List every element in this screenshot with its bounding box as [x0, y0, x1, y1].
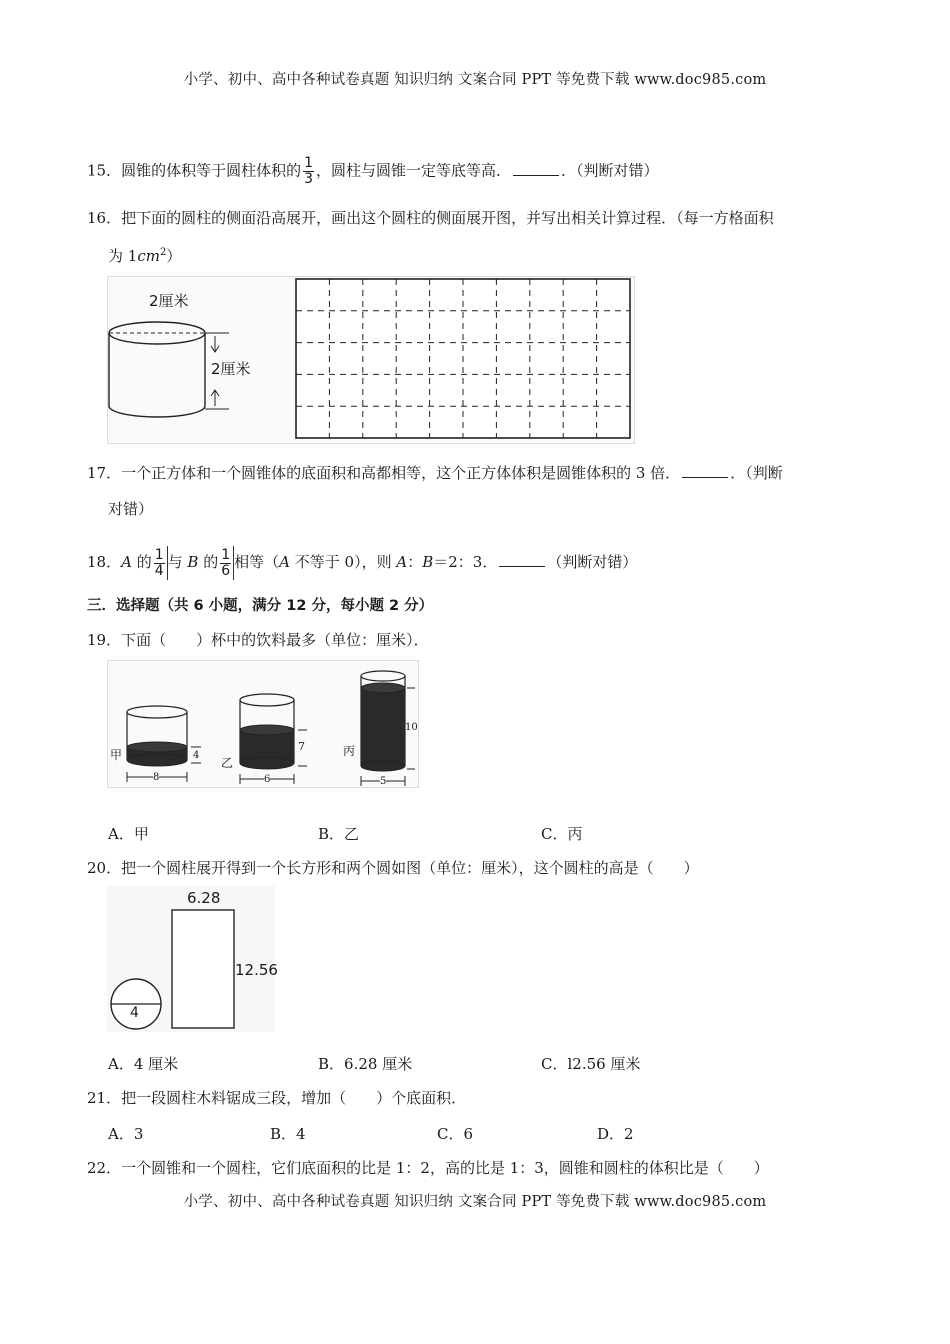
option-c[interactable]: C．丙 [541, 825, 583, 843]
option-c[interactable]: C．6 [437, 1125, 474, 1143]
option-b[interactable]: B．4 [270, 1125, 306, 1143]
question-text: 圆锥的体积等于圆柱体积的 [121, 161, 302, 180]
variable-a: A [279, 553, 291, 571]
cylinder-unfold-figure [107, 886, 278, 1032]
question-number: 18． [87, 553, 122, 571]
rect-height-label: 12.56 [235, 961, 278, 979]
fraction-one-quarter: $\frac{1}{4}$ [154, 546, 164, 579]
question-18 [87, 546, 637, 580]
question-number: 20． [87, 859, 122, 877]
fraction-one-sixth: $\frac{1}{6}$ [221, 546, 231, 579]
page-header: 小学、初中、高中各种试卷真题 知识归纳 文案合同 PPT 等免费下载 www.doc985.com [183, 72, 767, 88]
question-22 [87, 1157, 769, 1179]
question-text: 的 [198, 553, 219, 571]
question-text: ： [407, 553, 423, 571]
question-text: 把一个圆柱展开得到一个长方形和两个圆如图（单位：厘米），这个圆柱的高是（ ） [121, 859, 699, 877]
question-17 [87, 462, 783, 484]
cup-bing-height: 10 [405, 722, 418, 733]
variable-b: B [187, 553, 199, 571]
question-text: 把下面的圆柱的侧面沿高展开，画出这个圆柱的侧面展开图，并写出相关计算过程．（每一方格面积 [121, 209, 774, 227]
question-number: 16． [87, 209, 122, 227]
answer-blank[interactable] [499, 551, 545, 567]
cylinder-height-label: 2厘米 [211, 360, 251, 378]
option-a[interactable]: A．甲 [108, 825, 149, 843]
unit-exponent: 2 [159, 247, 167, 258]
cup-yi-diameter: 6 [264, 774, 271, 785]
question-text: 一个圆锥和一个圆柱，它们底面积的比是 1：2，高的比是 1：3，圆锥和圆柱的体积比是（ ） [121, 1159, 769, 1177]
variable-a: A [396, 553, 408, 571]
cup-jia-diameter: 8 [153, 772, 160, 783]
question-15 [87, 156, 659, 187]
question-text: （判断对错） [547, 553, 638, 571]
variable-b: B [422, 553, 434, 571]
question-text: 一个正方体和一个圆锥体的底面积和高都相等，这个正方体体积是圆锥体积的 3 倍． [121, 464, 681, 482]
cup-yi-height: 7 [298, 740, 305, 753]
cup-jia-height: 4 [193, 750, 200, 761]
question-20 [87, 857, 699, 879]
question-21 [87, 1087, 466, 1109]
question-text: ＝2：3． [433, 553, 498, 571]
question-text: ．（判断对错） [561, 161, 659, 180]
question-17-line2: 对错） [108, 500, 154, 518]
question-text: 下面（ ）杯中的饮料最多（单位：厘米）． [121, 631, 429, 649]
unit-cm: cm [137, 247, 160, 265]
answer-blank[interactable] [513, 160, 559, 176]
cup-jia-label: 甲 [110, 748, 123, 762]
variable-a: A [121, 553, 132, 571]
option-c[interactable]: C．l2.56 厘米 [541, 1055, 641, 1073]
question-text: ） [166, 247, 182, 265]
option-d[interactable]: D．2 [597, 1125, 634, 1143]
question-text: 为 1 [108, 247, 138, 265]
cup-yi-label: 乙 [221, 756, 234, 770]
question-text: 的 [131, 553, 152, 571]
cup-bing-diameter: 5 [380, 776, 387, 787]
question-number: 21． [87, 1089, 122, 1107]
question-text: 不等于 0），则 [290, 553, 397, 571]
fraction-one-third: $\frac{1}{3}$ [304, 155, 314, 187]
option-b[interactable]: B．乙 [318, 825, 360, 843]
question-text: 与 [167, 553, 188, 571]
answer-blank[interactable] [682, 462, 728, 478]
circle-diameter-label: 4 [130, 1005, 139, 1021]
question-text: 把一段圆柱木料锯成三段，增加（ ）个底面积． [121, 1089, 467, 1107]
question-16-line2 [108, 242, 181, 267]
cylinder-diameter-label: 2厘米 [149, 292, 189, 310]
cylinder-net-figure [107, 276, 635, 444]
option-b[interactable]: B．6.28 厘米 [318, 1055, 413, 1073]
option-a[interactable]: A．4 厘米 [108, 1055, 179, 1073]
page-footer: 小学、初中、高中各种试卷真题 知识归纳 文案合同 PPT 等免费下载 www.doc985.com [183, 1194, 767, 1210]
cups-svg [107, 660, 419, 788]
cups-figure [107, 660, 419, 788]
question-number: 19． [87, 631, 122, 649]
question-19 [87, 629, 429, 651]
question-text: ，圆柱与圆锥一定等底等高． [316, 161, 512, 180]
question-number: 17． [87, 464, 122, 482]
question-number: 15． [87, 161, 122, 180]
question-16 [87, 207, 774, 229]
rect-width-label: 6.28 [187, 889, 221, 907]
cup-bing-label: 丙 [343, 744, 356, 758]
question-text: ．（判断 [730, 464, 783, 482]
option-a[interactable]: A．3 [108, 1125, 144, 1143]
question-number: 22． [87, 1159, 122, 1177]
question-text: 相等（ [234, 553, 280, 571]
section-title: 三．选择题（共 6 小题，满分 12 分，每小题 2 分） [87, 598, 434, 614]
